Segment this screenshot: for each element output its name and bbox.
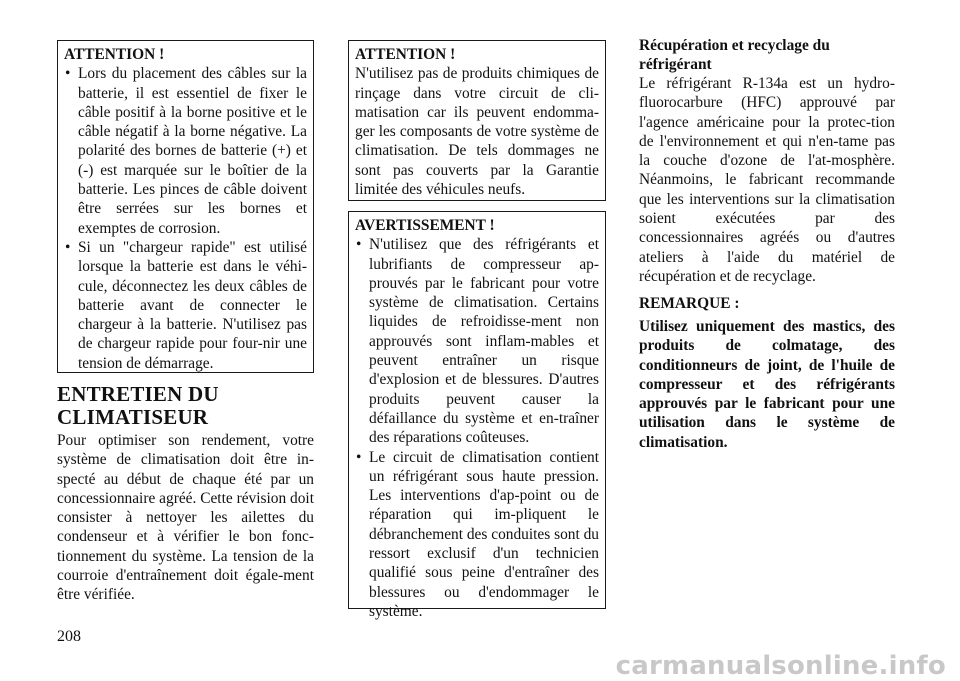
list-item: • N'utilisez que des réfrigérants et lubrifiants de compresseur ap-prouvés par le fabricant pour votre système de climatisation. Certains liquides de refroidisse-ment non approuvés sont inflam-mables et peuvent entraîner un risque d'explosion et de blessures. D'autres produits peuvent causer la défaillance du système et en-traîner des réparations coûteuses. — [355, 235, 599, 447]
remark-text: Utilisez uniquement des mastics, des produits de colmatage, des conditionneurs de joint, de l'huile de compresseur et des réfrigérants approuvés par le fabricant pour une utilisation dans le système de climatisation. — [639, 318, 895, 451]
warning-box-refrigerant — [348, 211, 606, 620]
attention-box-battery — [57, 40, 314, 373]
page-number: 208 — [57, 628, 81, 645]
warning-list — [355, 235, 599, 621]
heading-line: ENTRETIEN DU — [57, 382, 219, 406]
recycling-paragraph: Le réfrigérant R-134a est un hydro-fluorocarbure (HFC) approuvé par l'agence américaine pour la protec-tion de l'environnement et qui n'en-tame pas la couche d'ozone de l'at-mosphère. Néanmoins, le fabricant recommande que les interventions sur la climatisation soient exécutées par des concessionnaires agréés ou d'autres ateliers à l'aide du matériel de récupération et de recyclage. — [639, 75, 895, 285]
list-item: • Lors du placement des câbles sur la batterie, il est essentiel de fixer le câble positif à la borne positive et le câble négatif à la borne négative. La polarité des bornes de batterie (+) et (-) est marquée sur le boîtier de la batterie. Les pinces de câble doivent être serrées sur les bornes et exemptes de corrosion. — [64, 64, 307, 238]
attention-title: ATTENTION ! — [64, 46, 165, 63]
list-item: • Si un "chargeur rapide" est utilisé lorsque la batterie est dans le véhi-cule, déconnectez les deux câbles de batterie avant de connecter le chargeur à la batterie. N'utilisez pas de chargeur rapide pour four-nir une tension de démarrage. — [64, 238, 307, 373]
watermark-logo: carmanualsonline.info — [615, 650, 946, 681]
maintenance-paragraph: Pour optimiser son rendement, votre système de climatisation doit être in-specté au début de chaque été par un concessionnaire agréé. Cette révision doit consister à nettoyer les ailettes du condenseur et à vérifier le bon fonc-tionnement du système. La tension de la courroie d'entraînement doit égale-ment être vérifiée. — [57, 432, 314, 604]
attention-list — [64, 64, 307, 373]
section-heading — [57, 383, 317, 429]
warning-title: AVERTISSEMENT ! — [355, 217, 495, 234]
attention-title: ATTENTION ! — [355, 46, 456, 63]
recycling-subheading: Récupération et recyclage du réfrigérant — [639, 37, 830, 74]
remark-label: REMARQUE : — [639, 295, 740, 312]
attention-box-chemicals — [348, 40, 606, 201]
attention-text: N'utilisez pas de produits chimiques de rinçage dans votre circuit de cli-matisation car ils peuvent endomma-ger les composants de votre système de climatisation. De tels dommages ne sont pas couverts par la Garantie limitée des véhicules neufs. — [355, 65, 599, 199]
list-item: • Le circuit de climatisation contient un réfrigérant sous haute pression. Les interventions d'ap-point ou de réparation qui im-pliquent le débranchement des conduites sont du ressort exclusif d'un technicien qualifié sous peine d'entraîner des blessures ou d'endommager le système. — [355, 448, 599, 622]
heading-line: CLIMATISEUR — [57, 405, 209, 429]
